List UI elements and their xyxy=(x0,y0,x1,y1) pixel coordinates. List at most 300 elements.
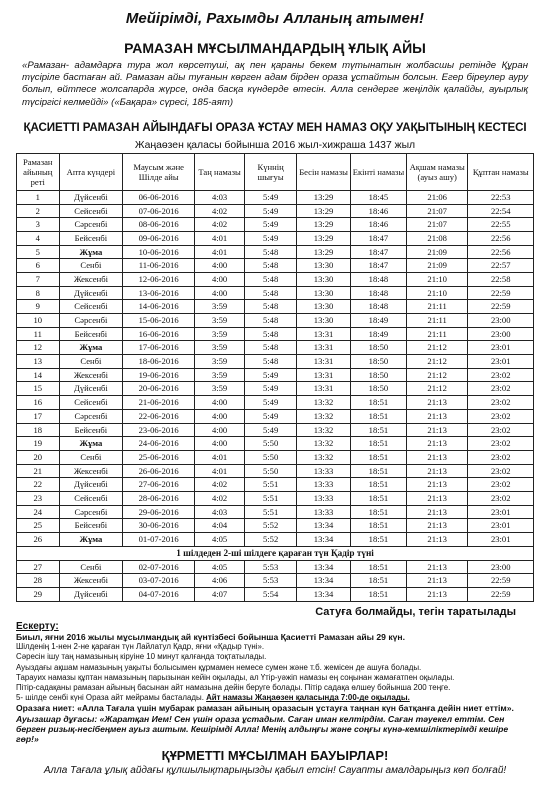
cell-date: 16-06-2016 xyxy=(123,327,195,341)
table-row xyxy=(17,327,534,341)
cell-asr: 18:49 xyxy=(351,314,407,328)
cell-sunrise: 5:49 xyxy=(245,396,297,410)
city-year-line: Жаңаөзен қаласы бойынша 2016 жыл-хижраша 1437 жыл xyxy=(134,139,416,151)
cell-fajr: 3:59 xyxy=(195,327,245,341)
note-line: Ауыздағы ақшам намазының уақыты болысымен құрмамен немесе сумен және т.б. жемісен де ашуға болады. xyxy=(16,662,422,672)
cell-dhuhr: 13:31 xyxy=(297,341,351,355)
bismillah-header: Мейірімді, Рахымды Алланың атымен! xyxy=(125,10,425,27)
cell-sunrise: 5:48 xyxy=(245,300,297,314)
cell-date: 06-06-2016 xyxy=(123,190,195,204)
cell-maghrib: 21:13 xyxy=(406,396,468,410)
col-header-weekday: Апта күндері xyxy=(59,153,123,190)
cell-isha: 23:02 xyxy=(468,464,534,478)
cell-asr: 18:51 xyxy=(351,519,407,533)
cell-weekday: Жұма xyxy=(59,341,123,355)
cell-day-number: 13 xyxy=(17,355,60,369)
cell-day-number: 5 xyxy=(17,245,60,259)
cell-maghrib: 21:13 xyxy=(406,491,468,505)
cell-dhuhr: 13:34 xyxy=(297,533,351,547)
cell-fajr: 3:59 xyxy=(195,355,245,369)
cell-date: 27-06-2016 xyxy=(123,478,195,492)
cell-maghrib: 21:13 xyxy=(406,533,468,547)
note-line: Тарауих намазы құптан намазының парызынан кейін оқылады, ал Үтір-уәжіп намазы ең соңынан жамағатпен оқылады. xyxy=(16,672,455,682)
iftar-prayer: Ауызашар дұғасы: «Жаратқан Ием! Сен үшін ораза ұстадым. Саған иман келтірдім. Саған тәуекел еттім. Сен берген ризық-несібеңмен ауыз аштым. Кешірімді Алла! Менің алдыңғы және соңғы күнә-кемшіліктерімді кешіре гөр!» xyxy=(16,713,509,744)
cell-fajr: 4:01 xyxy=(195,464,245,478)
table-row xyxy=(17,533,534,547)
cell-fajr: 3:59 xyxy=(195,341,245,355)
footer-title: ҚҰРМЕТТІ МҰСЫЛМАН БАУЫРЛАР! xyxy=(161,748,389,764)
table-row xyxy=(17,204,534,218)
cell-weekday: Дүйсенбі xyxy=(59,382,123,396)
cell-day-number: 15 xyxy=(17,382,60,396)
notes-heading: Ескерту: xyxy=(16,620,59,632)
cell-fajr: 4:00 xyxy=(195,272,245,286)
cell-dhuhr: 13:30 xyxy=(297,286,351,300)
note-line: Биыл, яғни 2016 жылы мұсылмандық ай күнтізбесі бойынша Қасиетті Рамазан айы 29 күн. xyxy=(16,631,406,642)
cell-asr: 18:51 xyxy=(351,505,407,519)
cell-date: 18-06-2016 xyxy=(123,355,195,369)
cell-dhuhr: 13:30 xyxy=(297,314,351,328)
cell-dhuhr: 13:29 xyxy=(297,190,351,204)
eid-date-note: 5- шілде сенбі күні Ораза айт мейрамы басталады. xyxy=(16,693,204,703)
cell-isha: 23:01 xyxy=(468,533,534,547)
cell-isha: 23:01 xyxy=(468,519,534,533)
cell-weekday: Сәрсенбі xyxy=(59,505,123,519)
cell-isha: 23:02 xyxy=(468,368,534,382)
cell-asr: 18:51 xyxy=(351,478,407,492)
cell-sunrise: 5:49 xyxy=(245,204,297,218)
table-row xyxy=(17,218,534,232)
cell-weekday: Бейсенбі xyxy=(59,423,123,437)
cell-weekday: Сәрсенбі xyxy=(59,409,123,423)
cell-weekday: Дүйсенбі xyxy=(59,478,123,492)
cell-asr: 18:51 xyxy=(351,560,407,574)
cell-sunrise: 5:51 xyxy=(245,491,297,505)
cell-isha: 22:56 xyxy=(468,231,534,245)
cell-asr: 18:46 xyxy=(351,218,407,232)
table-row xyxy=(17,245,534,259)
free-distribution-note: Сатуға болмайды, тегін таратылады xyxy=(315,605,516,618)
note-line xyxy=(16,693,532,703)
cell-dhuhr: 13:32 xyxy=(297,450,351,464)
cell-date: 19-06-2016 xyxy=(123,368,195,382)
cell-fajr: 4:00 xyxy=(195,286,245,300)
cell-dhuhr: 13:30 xyxy=(297,272,351,286)
cell-maghrib: 21:13 xyxy=(406,423,468,437)
cell-day-number: 4 xyxy=(17,231,60,245)
table-row xyxy=(17,423,534,437)
cell-dhuhr: 13:33 xyxy=(297,491,351,505)
cell-date: 26-06-2016 xyxy=(123,464,195,478)
cell-sunrise: 5:48 xyxy=(245,314,297,328)
cell-maghrib: 21:13 xyxy=(406,450,468,464)
cell-fajr: 4:00 xyxy=(195,423,245,437)
table-row xyxy=(17,300,534,314)
cell-sunrise: 5:50 xyxy=(245,450,297,464)
cell-sunrise: 5:50 xyxy=(245,464,297,478)
cell-isha: 23:02 xyxy=(468,450,534,464)
cell-maghrib: 21:12 xyxy=(406,368,468,382)
cell-day-number: 27 xyxy=(17,560,60,574)
cell-day-number: 6 xyxy=(17,259,60,273)
cell-day-number: 29 xyxy=(17,588,60,602)
cell-day-number: 2 xyxy=(17,204,60,218)
table-row xyxy=(17,314,534,328)
cell-isha: 22:55 xyxy=(468,218,534,232)
cell-date: 21-06-2016 xyxy=(123,396,195,410)
cell-asr: 18:47 xyxy=(351,259,407,273)
cell-isha: 22:58 xyxy=(468,272,534,286)
cell-asr: 18:49 xyxy=(351,327,407,341)
cell-maghrib: 21:13 xyxy=(406,574,468,588)
table-row xyxy=(17,286,534,300)
cell-sunrise: 5:49 xyxy=(245,382,297,396)
table-row xyxy=(17,560,534,574)
cell-maghrib: 21:08 xyxy=(406,231,468,245)
cell-isha: 23:00 xyxy=(468,327,534,341)
cell-day-number: 12 xyxy=(17,341,60,355)
cell-sunrise: 5:49 xyxy=(245,423,297,437)
cell-asr: 18:51 xyxy=(351,423,407,437)
cell-day-number: 26 xyxy=(17,533,60,547)
cell-sunrise: 5:49 xyxy=(245,218,297,232)
cell-dhuhr: 13:31 xyxy=(297,327,351,341)
cell-fajr: 4:01 xyxy=(195,245,245,259)
cell-day-number: 1 xyxy=(17,190,60,204)
cell-date: 17-06-2016 xyxy=(123,341,195,355)
cell-weekday: Жексенбі xyxy=(59,464,123,478)
cell-maghrib: 21:10 xyxy=(406,272,468,286)
cell-asr: 18:51 xyxy=(351,409,407,423)
cell-asr: 18:51 xyxy=(351,450,407,464)
cell-asr: 18:51 xyxy=(351,437,407,451)
cell-weekday: Сейсенбі xyxy=(59,491,123,505)
cell-asr: 18:50 xyxy=(351,382,407,396)
cell-date: 10-06-2016 xyxy=(123,245,195,259)
cell-dhuhr: 13:33 xyxy=(297,505,351,519)
cell-day-number: 8 xyxy=(17,286,60,300)
cell-isha: 23:01 xyxy=(468,355,534,369)
cell-isha: 22:59 xyxy=(468,574,534,588)
cell-date: 28-06-2016 xyxy=(123,491,195,505)
cell-day-number: 25 xyxy=(17,519,60,533)
cell-dhuhr: 13:29 xyxy=(297,231,351,245)
cell-isha: 22:59 xyxy=(468,286,534,300)
cell-maghrib: 21:11 xyxy=(406,327,468,341)
cell-maghrib: 21:10 xyxy=(406,286,468,300)
cell-fajr: 4:04 xyxy=(195,519,245,533)
cell-dhuhr: 13:34 xyxy=(297,560,351,574)
table-row xyxy=(17,450,534,464)
cell-day-number: 21 xyxy=(17,464,60,478)
notes-section xyxy=(16,622,532,744)
schedule-title: ҚАСИЕТТІ РАМАЗАН АЙЫНДАҒЫ ОРАЗА ҰСТАУ МЕН НАМАЗ ОҚУ УАҚЫТЫНЫҢ КЕСТЕСІ xyxy=(23,120,527,134)
cell-asr: 18:51 xyxy=(351,588,407,602)
cell-dhuhr: 13:30 xyxy=(297,300,351,314)
cell-maghrib: 21:07 xyxy=(406,204,468,218)
cell-isha: 23:02 xyxy=(468,409,534,423)
cell-weekday: Сәрсенбі xyxy=(59,218,123,232)
cell-sunrise: 5:52 xyxy=(245,533,297,547)
cell-isha: 22:57 xyxy=(468,259,534,273)
cell-sunrise: 5:49 xyxy=(245,231,297,245)
cell-date: 30-06-2016 xyxy=(123,519,195,533)
page-title: РАМАЗАН МҰСЫЛМАНДАРДЫҢ ҰЛЫҚ АЙЫ xyxy=(124,40,426,56)
table-row xyxy=(17,259,534,273)
cell-isha: 23:02 xyxy=(468,491,534,505)
cell-weekday: Дүйсенбі xyxy=(59,286,123,300)
cell-sunrise: 5:53 xyxy=(245,574,297,588)
cell-dhuhr: 13:33 xyxy=(297,478,351,492)
cell-asr: 18:51 xyxy=(351,396,407,410)
table-header-row xyxy=(17,153,534,190)
cell-fajr: 4:02 xyxy=(195,218,245,232)
table-row xyxy=(17,409,534,423)
cell-maghrib: 21:13 xyxy=(406,505,468,519)
table-row xyxy=(17,505,534,519)
cell-day-number: 19 xyxy=(17,437,60,451)
cell-dhuhr: 13:34 xyxy=(297,574,351,588)
table-row xyxy=(17,437,534,451)
cell-isha: 23:02 xyxy=(468,396,534,410)
cell-sunrise: 5:49 xyxy=(245,368,297,382)
cell-weekday: Сенбі xyxy=(59,450,123,464)
table-row xyxy=(17,574,534,588)
cell-fajr: 4:03 xyxy=(195,505,245,519)
cell-dhuhr: 13:32 xyxy=(297,437,351,451)
cell-fajr: 4:05 xyxy=(195,560,245,574)
cell-asr: 18:45 xyxy=(351,190,407,204)
note-line: Пітір-садақаны рамазан айының басынан айт намазына дейін беруге болады. Пітір садақа өлшеу бойынша 200 теңге. xyxy=(16,682,451,692)
cell-isha: 23:00 xyxy=(468,314,534,328)
cell-fajr: 3:59 xyxy=(195,368,245,382)
table-row xyxy=(17,368,534,382)
cell-sunrise: 5:48 xyxy=(245,341,297,355)
footer-subtitle: Алла Тағала ұлық айдағы құлшылықтарыңызды қабыл етсін! Сауапты амалдарыңыз көп болғай! xyxy=(43,765,507,777)
cell-fajr: 3:59 xyxy=(195,314,245,328)
cell-day-number: 20 xyxy=(17,450,60,464)
cell-sunrise: 5:49 xyxy=(245,409,297,423)
cell-fajr: 4:05 xyxy=(195,533,245,547)
cell-maghrib: 21:09 xyxy=(406,245,468,259)
cell-date: 08-06-2016 xyxy=(123,218,195,232)
cell-date: 03-07-2016 xyxy=(123,574,195,588)
cell-sunrise: 5:52 xyxy=(245,519,297,533)
note-line: Сәресін ішу таң намазының кіруіне 10 минут қалғанда тоқтатылады. xyxy=(16,652,267,662)
cell-asr: 18:48 xyxy=(351,300,407,314)
cell-isha: 23:02 xyxy=(468,437,534,451)
cell-date: 13-06-2016 xyxy=(123,286,195,300)
col-header-fajr: Таң намазы xyxy=(195,153,245,190)
cell-dhuhr: 13:30 xyxy=(297,259,351,273)
cell-fajr: 4:02 xyxy=(195,491,245,505)
cell-dhuhr: 13:32 xyxy=(297,409,351,423)
cell-dhuhr: 13:34 xyxy=(297,588,351,602)
cell-isha: 22:59 xyxy=(468,300,534,314)
cell-fajr: 4:00 xyxy=(195,409,245,423)
cell-asr: 18:51 xyxy=(351,533,407,547)
cell-date: 09-06-2016 xyxy=(123,231,195,245)
cell-sunrise: 5:54 xyxy=(245,588,297,602)
table-row xyxy=(17,190,534,204)
cell-maghrib: 21:07 xyxy=(406,218,468,232)
cell-date: 07-06-2016 xyxy=(123,204,195,218)
cell-dhuhr: 13:29 xyxy=(297,204,351,218)
col-header-asr: Екінті намазы xyxy=(351,153,407,190)
cell-asr: 18:51 xyxy=(351,574,407,588)
cell-day-number: 28 xyxy=(17,574,60,588)
cell-fajr: 4:01 xyxy=(195,450,245,464)
cell-weekday: Сейсенбі xyxy=(59,300,123,314)
cell-day-number: 11 xyxy=(17,327,60,341)
col-header-day-number: Рамазан айының реті xyxy=(17,153,60,190)
cell-day-number: 16 xyxy=(17,396,60,410)
cell-maghrib: 21:12 xyxy=(406,355,468,369)
cell-fajr: 4:03 xyxy=(195,190,245,204)
cell-weekday: Сейсенбі xyxy=(59,204,123,218)
cell-fajr: 4:00 xyxy=(195,396,245,410)
cell-maghrib: 21:12 xyxy=(406,382,468,396)
cell-dhuhr: 13:29 xyxy=(297,218,351,232)
cell-dhuhr: 13:32 xyxy=(297,423,351,437)
prayer-schedule-table xyxy=(16,153,534,602)
table-row xyxy=(17,519,534,533)
cell-isha: 23:01 xyxy=(468,505,534,519)
cell-weekday: Сенбі xyxy=(59,560,123,574)
table-row xyxy=(17,382,534,396)
cell-sunrise: 5:48 xyxy=(245,327,297,341)
qadr-night-row xyxy=(17,546,534,560)
table-row xyxy=(17,464,534,478)
col-header-sunrise: Күннің шығуы xyxy=(245,153,297,190)
cell-isha: 22:56 xyxy=(468,245,534,259)
cell-asr: 18:47 xyxy=(351,231,407,245)
cell-dhuhr: 13:33 xyxy=(297,464,351,478)
cell-day-number: 9 xyxy=(17,300,60,314)
cell-fajr: 4:02 xyxy=(195,204,245,218)
cell-isha: 22:53 xyxy=(468,190,534,204)
cell-weekday: Жексенбі xyxy=(59,368,123,382)
col-header-isha: Құптан намазы xyxy=(468,153,534,190)
eid-prayer-note: Айт намазы Жаңаөзен қаласында 7:00-де оқылады. xyxy=(206,693,410,703)
cell-maghrib: 21:13 xyxy=(406,588,468,602)
cell-date: 25-06-2016 xyxy=(123,450,195,464)
cell-asr: 18:50 xyxy=(351,368,407,382)
table-row xyxy=(17,478,534,492)
cell-maghrib: 21:11 xyxy=(406,300,468,314)
cell-weekday: Сенбі xyxy=(59,259,123,273)
cell-date: 11-06-2016 xyxy=(123,259,195,273)
cell-maghrib: 21:13 xyxy=(406,437,468,451)
cell-isha: 23:02 xyxy=(468,478,534,492)
cell-date: 02-07-2016 xyxy=(123,560,195,574)
col-header-date: Маусым және Шілде айы xyxy=(123,153,195,190)
cell-date: 29-06-2016 xyxy=(123,505,195,519)
cell-maghrib: 21:06 xyxy=(406,190,468,204)
cell-date: 23-06-2016 xyxy=(123,423,195,437)
cell-day-number: 24 xyxy=(17,505,60,519)
cell-sunrise: 5:51 xyxy=(245,478,297,492)
cell-sunrise: 5:48 xyxy=(245,245,297,259)
cell-dhuhr: 13:31 xyxy=(297,355,351,369)
col-header-dhuhr: Бесін намазы xyxy=(297,153,351,190)
cell-maghrib: 21:13 xyxy=(406,464,468,478)
cell-date: 12-06-2016 xyxy=(123,272,195,286)
qadr-night-note: 1 шілдеден 2-ші шілдеге қараған түн Қадір түні xyxy=(17,546,534,560)
cell-fajr: 4:06 xyxy=(195,574,245,588)
cell-fajr: 3:59 xyxy=(195,300,245,314)
cell-date: 01-07-2016 xyxy=(123,533,195,547)
cell-isha: 23:00 xyxy=(468,560,534,574)
table-body xyxy=(17,190,534,546)
cell-isha: 23:02 xyxy=(468,382,534,396)
cell-day-number: 3 xyxy=(17,218,60,232)
cell-date: 24-06-2016 xyxy=(123,437,195,451)
table-row xyxy=(17,272,534,286)
cell-dhuhr: 13:32 xyxy=(297,396,351,410)
cell-sunrise: 5:53 xyxy=(245,560,297,574)
cell-date: 20-06-2016 xyxy=(123,382,195,396)
cell-sunrise: 5:48 xyxy=(245,272,297,286)
cell-maghrib: 21:09 xyxy=(406,259,468,273)
cell-fajr: 4:07 xyxy=(195,588,245,602)
fasting-intention: Оразаға ниет: «Алла Тағала үшін мубарак рамазан айының оразасын ұстауға таңнан күн батқанға дейін ниет еттім». xyxy=(16,703,514,714)
cell-fajr: 4:01 xyxy=(195,231,245,245)
cell-weekday: Дүйсенбі xyxy=(59,588,123,602)
cell-isha: 22:59 xyxy=(468,588,534,602)
table-row xyxy=(17,355,534,369)
cell-isha: 22:54 xyxy=(468,204,534,218)
cell-fajr: 4:00 xyxy=(195,437,245,451)
cell-date: 04-07-2016 xyxy=(123,588,195,602)
cell-maghrib: 21:13 xyxy=(406,409,468,423)
table-row xyxy=(17,231,534,245)
cell-maghrib: 21:13 xyxy=(406,478,468,492)
cell-fajr: 4:02 xyxy=(195,478,245,492)
cell-date: 15-06-2016 xyxy=(123,314,195,328)
cell-asr: 18:48 xyxy=(351,286,407,300)
cell-asr: 18:47 xyxy=(351,245,407,259)
cell-day-number: 14 xyxy=(17,368,60,382)
cell-sunrise: 5:48 xyxy=(245,259,297,273)
cell-fajr: 4:00 xyxy=(195,259,245,273)
cell-asr: 18:50 xyxy=(351,355,407,369)
cell-weekday: Бейсенбі xyxy=(59,327,123,341)
table-body-after xyxy=(17,560,534,601)
cell-dhuhr: 13:31 xyxy=(297,382,351,396)
cell-maghrib: 21:13 xyxy=(406,519,468,533)
cell-weekday: Жексенбі xyxy=(59,574,123,588)
table-row xyxy=(17,588,534,602)
cell-day-number: 7 xyxy=(17,272,60,286)
cell-dhuhr: 13:34 xyxy=(297,519,351,533)
cell-sunrise: 5:48 xyxy=(245,355,297,369)
cell-asr: 18:50 xyxy=(351,341,407,355)
cell-sunrise: 5:48 xyxy=(245,286,297,300)
cell-asr: 18:51 xyxy=(351,464,407,478)
table-row xyxy=(17,396,534,410)
cell-date: 14-06-2016 xyxy=(123,300,195,314)
cell-weekday: Бейсенбі xyxy=(59,231,123,245)
cell-weekday: Сенбі xyxy=(59,355,123,369)
note-line: Шілденің 1-нен 2-не қараған түн Лайлатул Қадр, яғни «Қадыр түні». xyxy=(16,642,265,652)
cell-weekday: Сәрсенбі xyxy=(59,314,123,328)
cell-fajr: 3:59 xyxy=(195,382,245,396)
cell-weekday: Жұма xyxy=(59,437,123,451)
cell-isha: 23:02 xyxy=(468,423,534,437)
cell-weekday: Дүйсенбі xyxy=(59,190,123,204)
cell-sunrise: 5:49 xyxy=(245,190,297,204)
